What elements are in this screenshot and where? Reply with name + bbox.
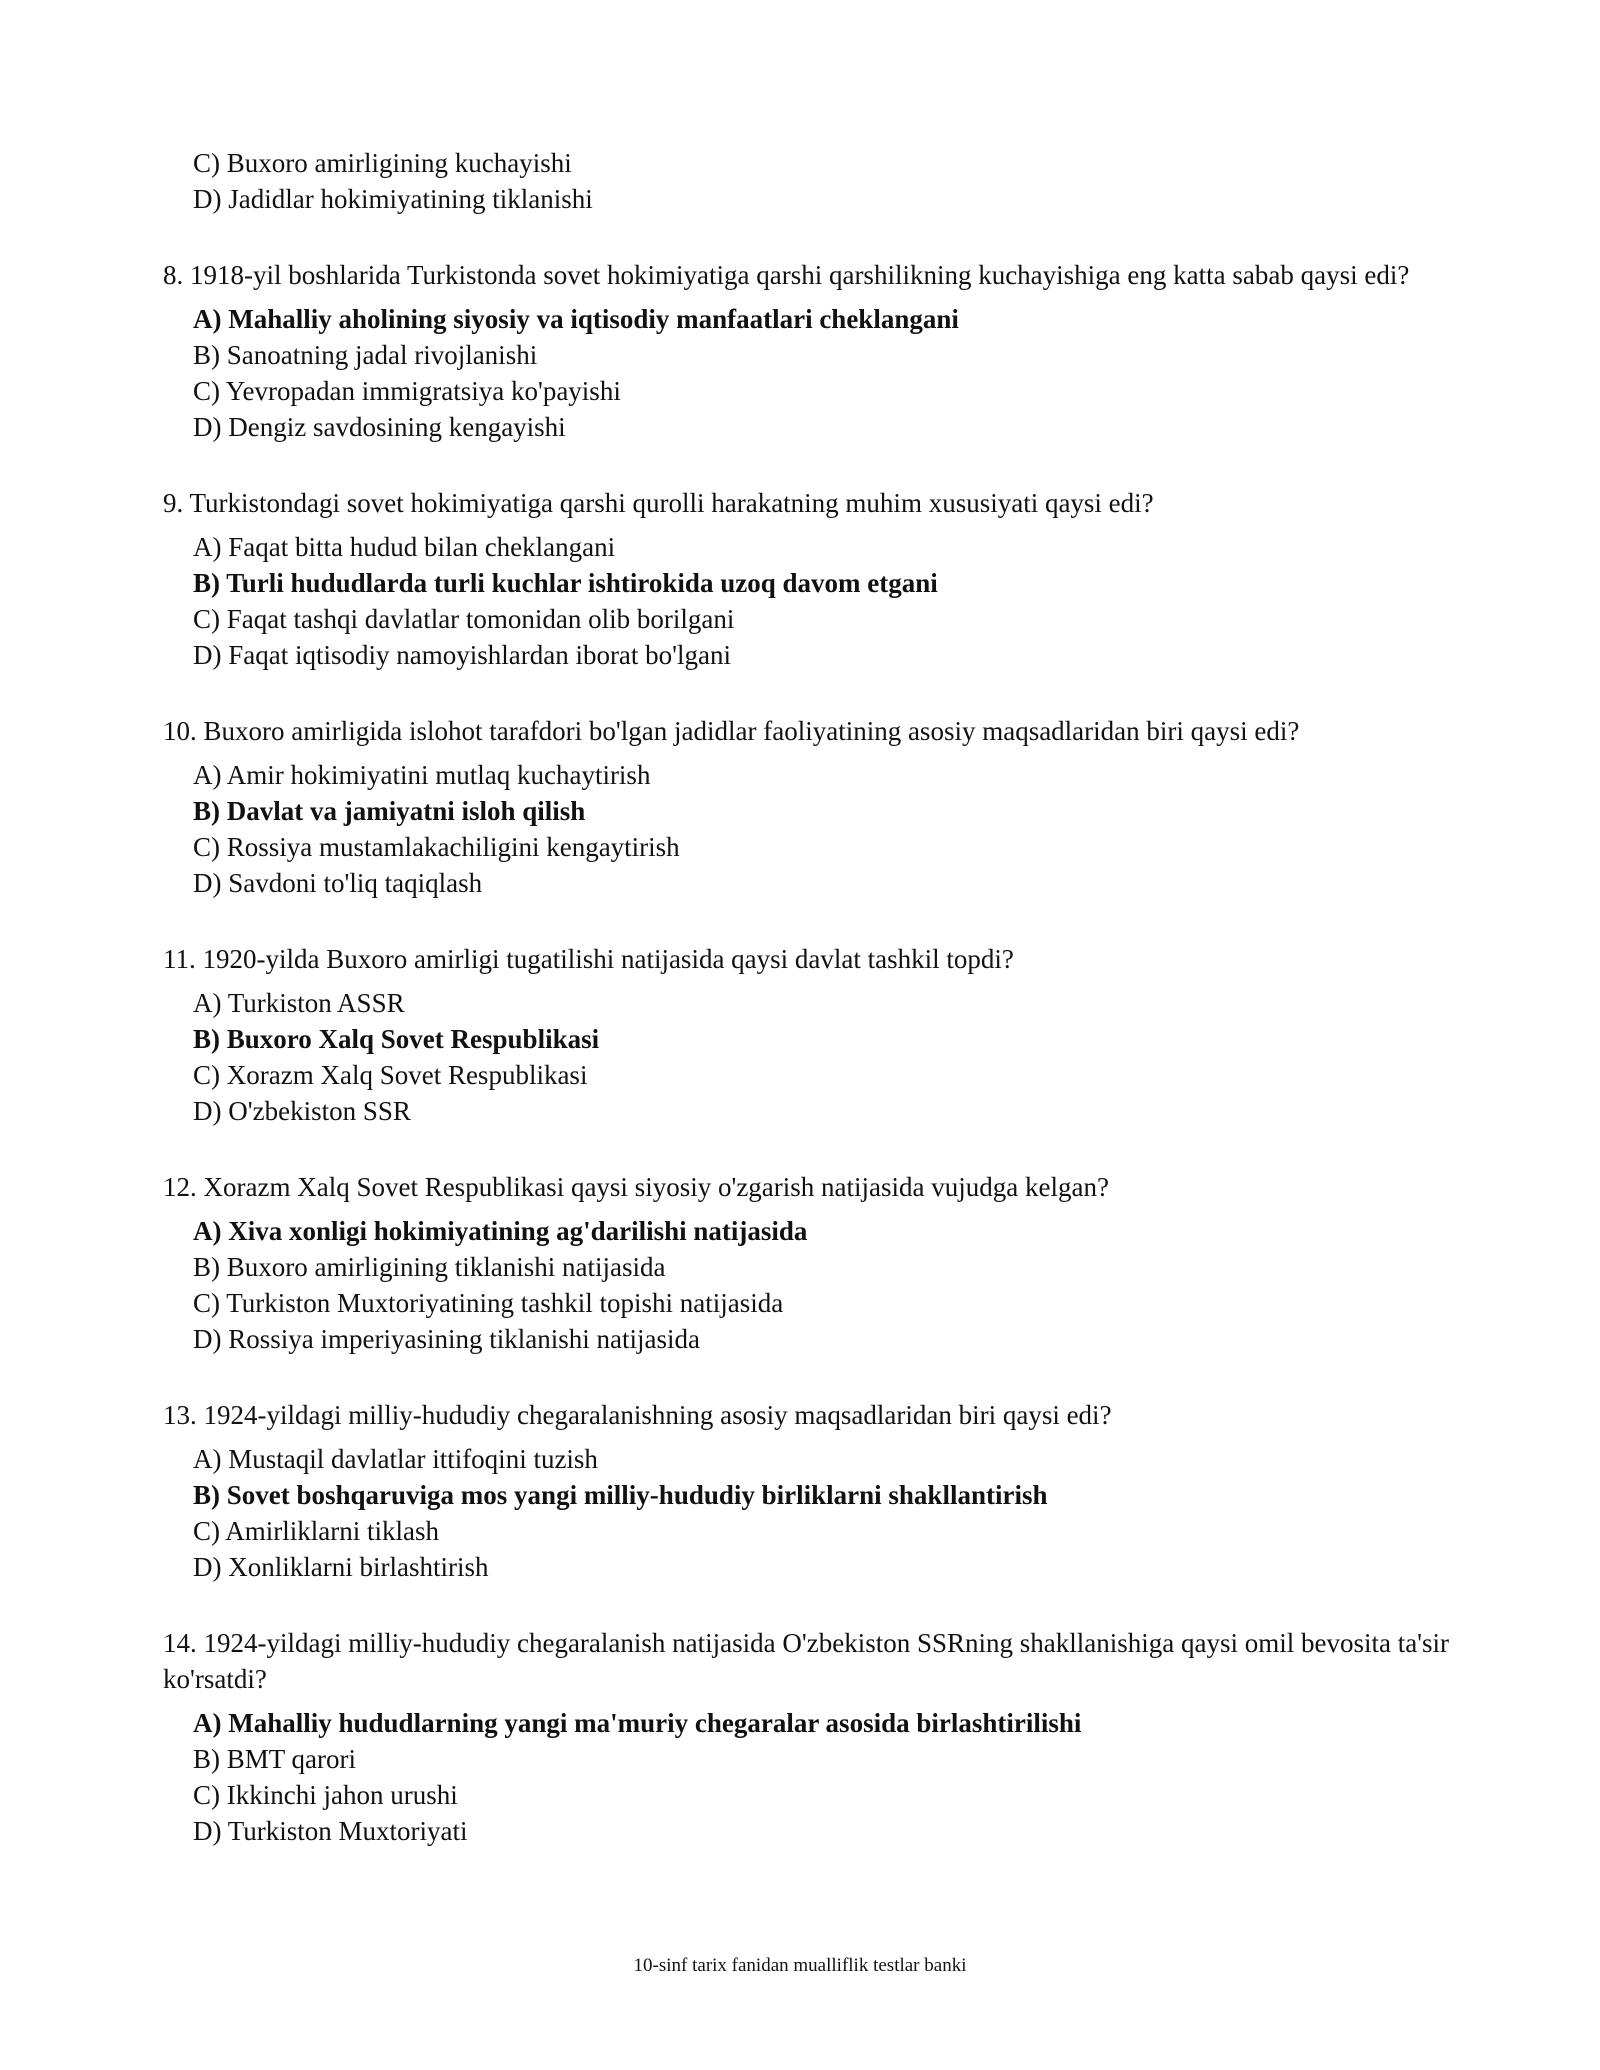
correct-answer-option: A) Mahalliy aholining siyosiy va iqtisodiy manfaatlari cheklangani	[193, 304, 959, 334]
question-text: 9. Turkistondagi sovet hokimiyatiga qarshi qurolli harakatning muhim xususiyati qaysi edi?	[163, 488, 1154, 518]
answer-option: D) Xonliklarni birlashtirish	[193, 1552, 489, 1582]
answer-option: A) Faqat bitta hudud bilan cheklangani	[193, 532, 616, 562]
question-text: 14. 1924-yildagi milliy-hududiy chegaralanish natijasida O'zbekiston SSRning shakllanishiga qaysi omil bevosita ta'sir ko'rsatdi?	[163, 1628, 1450, 1694]
answer-option: D) Rossiya imperiyasining tiklanishi natijasida	[193, 1324, 700, 1354]
question-block	[163, 1397, 1453, 1585]
answer-option: B) BMT qarori	[193, 1744, 356, 1774]
question-block	[163, 257, 1453, 445]
question-text: 13. 1924-yildagi milliy-hududiy chegaralanishning asosiy maqsadlaridan biri qaysi edi?	[163, 1400, 1112, 1430]
question-block	[163, 1625, 1453, 1849]
continued-options	[163, 145, 1453, 217]
question-text: 12. Xorazm Xalq Sovet Respublikasi qaysi siyosiy o'zgarish natijasida vujudga kelgan?	[163, 1172, 1109, 1202]
correct-answer-option: A) Mahalliy hududlarning yangi ma'muriy chegaralar asosida birlashtirilishi	[193, 1708, 1082, 1738]
question-text: 11. 1920-yilda Buxoro amirligi tugatilishi natijasida qaysi davlat tashkil topdi?	[163, 944, 1014, 974]
answer-option: C) Ikkinchi jahon urushi	[193, 1780, 458, 1810]
answer-option: C) Amirliklarni tiklash	[193, 1516, 439, 1546]
question-block	[163, 713, 1453, 901]
answer-option: C) Buxoro amirligining kuchayishi	[193, 148, 572, 178]
answer-option: C) Rossiya mustamlakachiligini kengaytirish	[193, 832, 680, 862]
answer-option: D) Faqat iqtisodiy namoyishlardan iborat bo'lgani	[193, 640, 732, 670]
answer-option: A) Mustaqil davlatlar ittifoqini tuzish	[193, 1444, 598, 1474]
question-list	[163, 257, 1453, 1849]
question-text: 8. 1918-yil boshlarida Turkistonda sovet hokimiyatiga qarshi qarshilikning kuchayishiga eng katta sabab qaysi edi?	[163, 260, 1410, 290]
answer-option: C) Turkiston Muxtoriyatining tashkil topishi natijasida	[193, 1288, 784, 1318]
answer-option: D) Dengiz savdosining kengayishi	[193, 412, 566, 442]
page-footer: 10-sinf tarix fanidan mualliflik testlar banki	[633, 1955, 967, 1976]
question-block	[163, 941, 1453, 1129]
correct-answer-option: B) Turli hududlarda turli kuchlar ishtirokida uzoq davom etgani	[193, 568, 938, 598]
answer-option: B) Sanoatning jadal rivojlanishi	[193, 340, 538, 370]
test-content	[163, 145, 1453, 1849]
answer-option: B) Buxoro amirligining tiklanishi natijasida	[193, 1252, 666, 1282]
answer-option: A) Amir hokimiyatini mutlaq kuchaytirish	[193, 760, 651, 790]
answer-option: C) Xorazm Xalq Sovet Respublikasi	[193, 1060, 588, 1090]
correct-answer-option: B) Sovet boshqaruviga mos yangi milliy-hududiy birliklarni shakllantirish	[193, 1480, 1048, 1510]
answer-option: D) Turkiston Muxtoriyati	[193, 1816, 468, 1846]
answer-option: C) Yevropadan immigratsiya ko'payishi	[193, 376, 621, 406]
correct-answer-option: B) Buxoro Xalq Sovet Respublikasi	[193, 1024, 600, 1054]
answer-option: D) O'zbekiston SSR	[193, 1096, 411, 1126]
answer-option: D) Savdoni to'liq taqiqlash	[193, 868, 483, 898]
answer-option: D) Jadidlar hokimiyatining tiklanishi	[193, 184, 593, 214]
question-block	[163, 1169, 1453, 1357]
answer-option: A) Turkiston ASSR	[193, 988, 405, 1018]
question-block	[163, 485, 1453, 673]
correct-answer-option: B) Davlat va jamiyatni isloh qilish	[193, 796, 586, 826]
question-text: 10. Buxoro amirligida islohot tarafdori bo'lgan jadidlar faoliyatining asosiy maqsadlaridan biri qaysi edi?	[163, 716, 1300, 746]
correct-answer-option: A) Xiva xonligi hokimiyatining ag'darilishi natijasida	[193, 1216, 808, 1246]
answer-option: C) Faqat tashqi davlatlar tomonidan olib borilgani	[193, 604, 735, 634]
